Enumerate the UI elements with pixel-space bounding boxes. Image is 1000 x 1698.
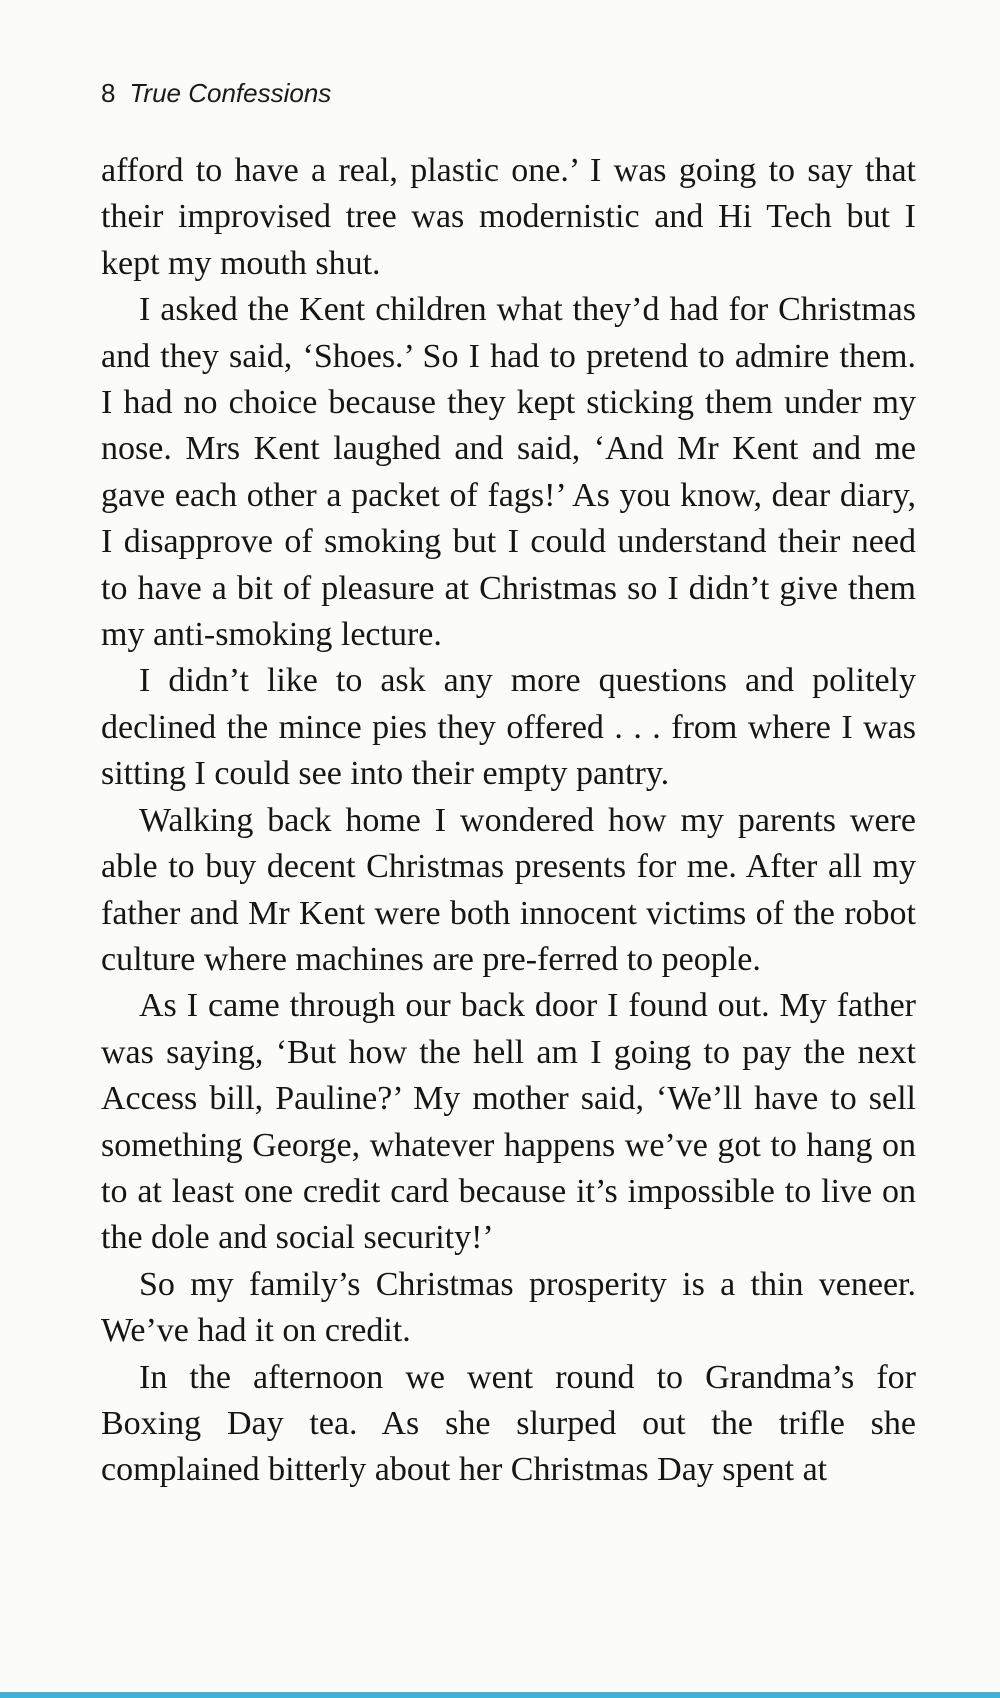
page-number: 8	[101, 78, 116, 108]
paragraph-continued: afford to have a real, plastic one.’ I was going to say that their improvised tree was modernistic and Hi Tech but I kept my mouth shut.	[101, 152, 916, 282]
running-head	[101, 78, 331, 109]
paragraph-walking-home: Walking back home I wondered how my parents were able to buy decent Christmas presents for me. After all my father and Mr Kent were both innocent victims of the robot culture where machines are pre-ferred to people.	[101, 801, 916, 978]
page-edge-stripe	[0, 1692, 1000, 1698]
book-title: True Confessions	[129, 78, 332, 108]
paragraph-thin-veneer: So my family’s Christmas prosperity is a thin veneer. We’ve had it on credit.	[101, 1265, 916, 1350]
paragraph-back-door: As I came through our back door I found out. My father was saying, ‘But how the hell am I going to pay the next Access bill, Pauline?’ My mother said, ‘We’ll have to sell something George, whatever happens we’ve got to hang on to at least one credit card because it’s impossible to live on the dole and social security!’	[101, 987, 916, 1257]
paragraph-kent-children: I asked the Kent children what they’d had for Christmas and they said, ‘Shoes.’ So I had to pretend to admire them. I had no choice because they kept sticking them under my nose. Mrs Kent laughed and said, ‘And Mr Kent and me gave each other a packet of fags!’ As you know, dear diary, I disapprove of smoking but I could understand their need to have a bit of pleasure at Christmas so I didn’t give them my anti-smoking lecture.	[101, 291, 916, 654]
body-text	[101, 148, 916, 1494]
paragraph-boxing-day: In the afternoon we went round to Grandma’s for Boxing Day tea. As she slurped out the trifle she complained bitterly about her Christmas Day spent at	[101, 1358, 916, 1489]
paragraph-mince-pies: I didn’t like to ask any more questions and politely declined the mince pies they offered . . . from where I was sitting I could see into their empty pantry.	[101, 662, 916, 793]
